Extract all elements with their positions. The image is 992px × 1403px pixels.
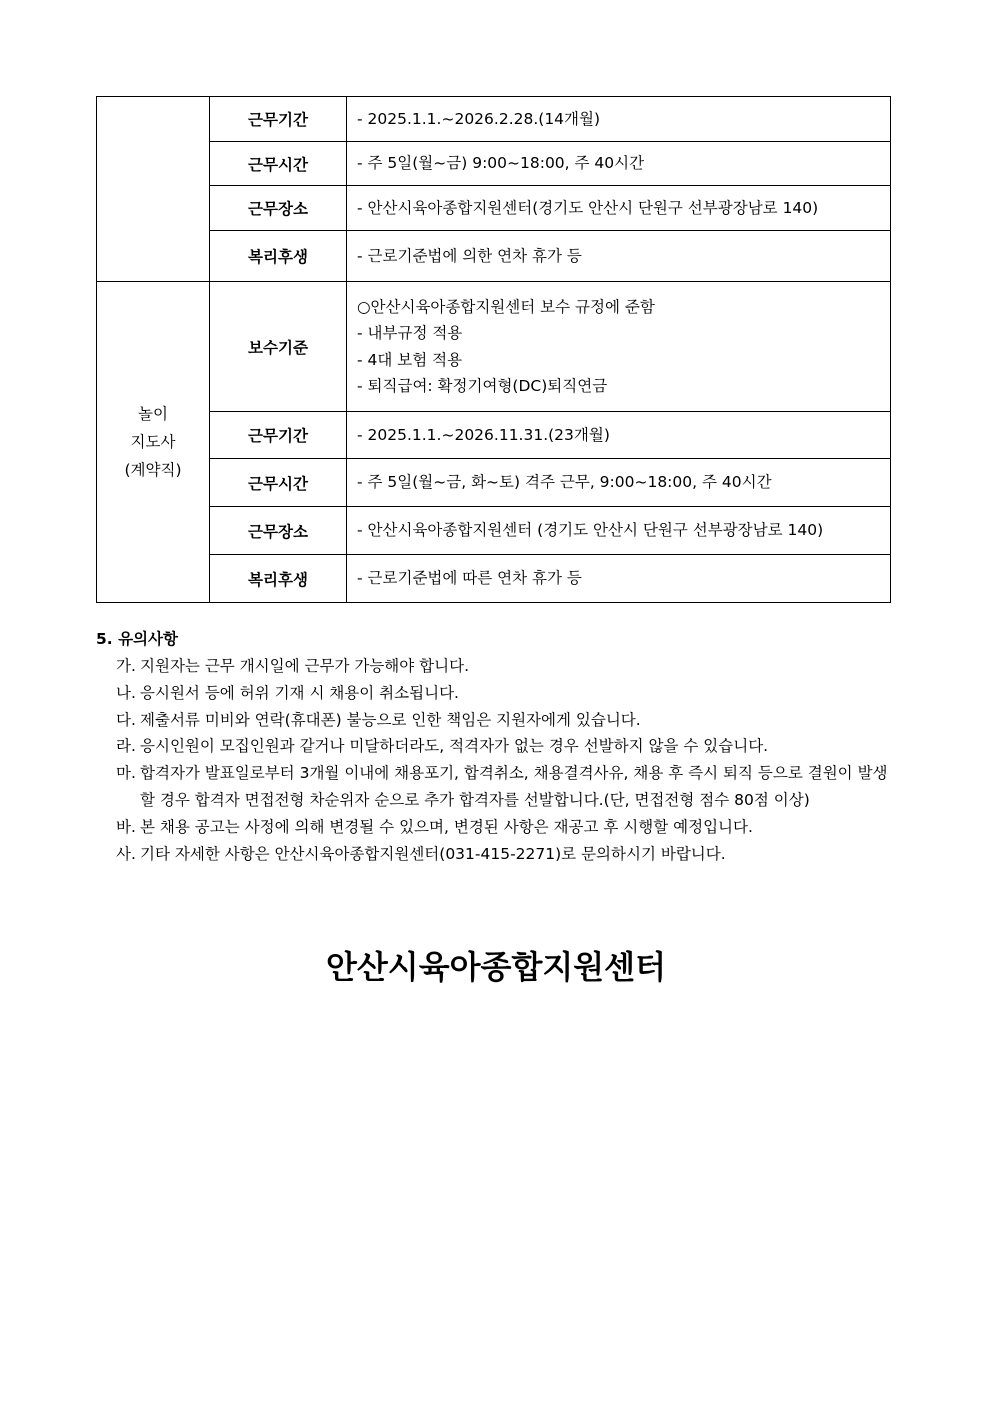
row-value <box>347 282 891 412</box>
row-label: 보수기준 <box>210 282 347 412</box>
note-text: 응시원서 등에 허위 기재 시 채용이 취소됩니다. <box>140 683 459 702</box>
row-label: 근무시간 <box>210 142 347 186</box>
row-label: 근무기간 <box>210 97 347 142</box>
notes-section <box>96 626 896 867</box>
employment-conditions-table <box>96 96 891 603</box>
value-line: - 근로기준법에 따른 연차 휴가 등 <box>357 569 582 588</box>
table-row <box>97 412 891 459</box>
row-value <box>347 231 891 282</box>
note-item <box>96 707 896 734</box>
row-value <box>347 412 891 459</box>
row-value <box>347 459 891 507</box>
row-label: 근무장소 <box>210 507 347 555</box>
value-line: - 4대 보험 적용 <box>357 350 463 369</box>
row-label: 복리후생 <box>210 231 347 282</box>
position-group-cell-1 <box>97 97 210 282</box>
note-item <box>96 653 896 680</box>
table-row <box>97 142 891 186</box>
note-text: 응시인원이 모집인원과 같거나 미달하더라도, 적격자가 없는 경우 선발하지 않을 수 있습니다. <box>140 737 769 756</box>
note-item <box>96 814 896 841</box>
note-item <box>96 680 896 707</box>
note-text: 기타 자세한 사항은 안산시육아종합지원센터(031-415-2271)로 문의하시기 바랍니다. <box>140 844 726 863</box>
note-marker: 나. <box>116 683 136 702</box>
table-row <box>97 231 891 282</box>
value-line: - 퇴직급여: 확정기여형(DC)퇴직연금 <box>357 377 608 395</box>
note-marker: 라. <box>116 737 136 756</box>
table-row <box>97 282 891 412</box>
note-text: 제출서류 미비와 연락(휴대폰) 불능으로 인한 책임은 지원자에게 있습니다. <box>140 710 641 729</box>
organization-title: 안산시육아종합지원센터 <box>325 948 667 986</box>
row-value <box>347 186 891 231</box>
row-value <box>347 507 891 555</box>
value-line: ○안산시육아종합지원센터 보수 규정에 준함 <box>357 297 655 316</box>
value-line: - 주 5일(월~금, 화~토) 격주 근무, 9:00~18:00, 주 40시간 <box>357 473 772 492</box>
note-marker: 마. <box>116 764 136 783</box>
note-marker: 가. <box>116 657 136 675</box>
row-label: 복리후생 <box>210 555 347 603</box>
row-label: 근무장소 <box>210 186 347 231</box>
note-text: 합격자가 발표일로부터 3개월 이내에 채용포기, 합격취소, 채용결격사유, 채용 후 즉시 퇴직 등으로 결원이 발생할 경우 합격자 면접전형 차순위자 순으로 추가 합격자를 선발합니다.(단, 면접전형 점수 80점 이상) <box>140 764 888 809</box>
row-value <box>347 97 891 142</box>
group-label-line: 놀이 <box>138 405 168 423</box>
note-text: 지원자는 근무 개시일에 근무가 가능해야 합니다. <box>140 657 470 675</box>
position-group-cell-2 <box>97 282 210 603</box>
value-line: - 근로기준법에 의한 연차 휴가 등 <box>357 246 582 265</box>
row-label: 근무시간 <box>210 459 347 507</box>
note-item <box>96 841 896 868</box>
value-line: - 내부규정 적용 <box>357 324 463 342</box>
value-line: - 2025.1.1.~2026.11.31.(23개월) <box>357 425 610 444</box>
row-value <box>347 142 891 186</box>
group-label-line: (계약직) <box>124 461 182 479</box>
note-marker: 사. <box>116 844 136 863</box>
row-label: 근무기간 <box>210 412 347 459</box>
group-label-line: 지도사 <box>130 433 176 451</box>
table-row <box>97 507 891 555</box>
notes-heading: 5. 유의사항 <box>96 630 178 648</box>
note-marker: 다. <box>116 710 136 729</box>
table-row <box>97 459 891 507</box>
value-line: - 안산시육아종합지원센터 (경기도 안산시 단원구 선부광장남로 140) <box>357 521 824 540</box>
note-item <box>96 760 896 814</box>
table-row <box>97 555 891 603</box>
value-line: - 안산시육아종합지원센터(경기도 안산시 단원구 선부광장남로 140) <box>357 198 819 217</box>
value-line: - 주 5일(월~금) 9:00~18:00, 주 40시간 <box>357 154 645 173</box>
table-row <box>97 97 891 142</box>
table-row <box>97 186 891 231</box>
note-item <box>96 733 896 760</box>
note-marker: 바. <box>116 817 136 836</box>
note-text: 본 채용 공고는 사정에 의해 변경될 수 있으며, 변경된 사항은 재공고 후 시행할 예정입니다. <box>140 817 753 836</box>
value-line: - 2025.1.1.~2026.2.28.(14개월) <box>357 109 601 128</box>
row-value <box>347 555 891 603</box>
